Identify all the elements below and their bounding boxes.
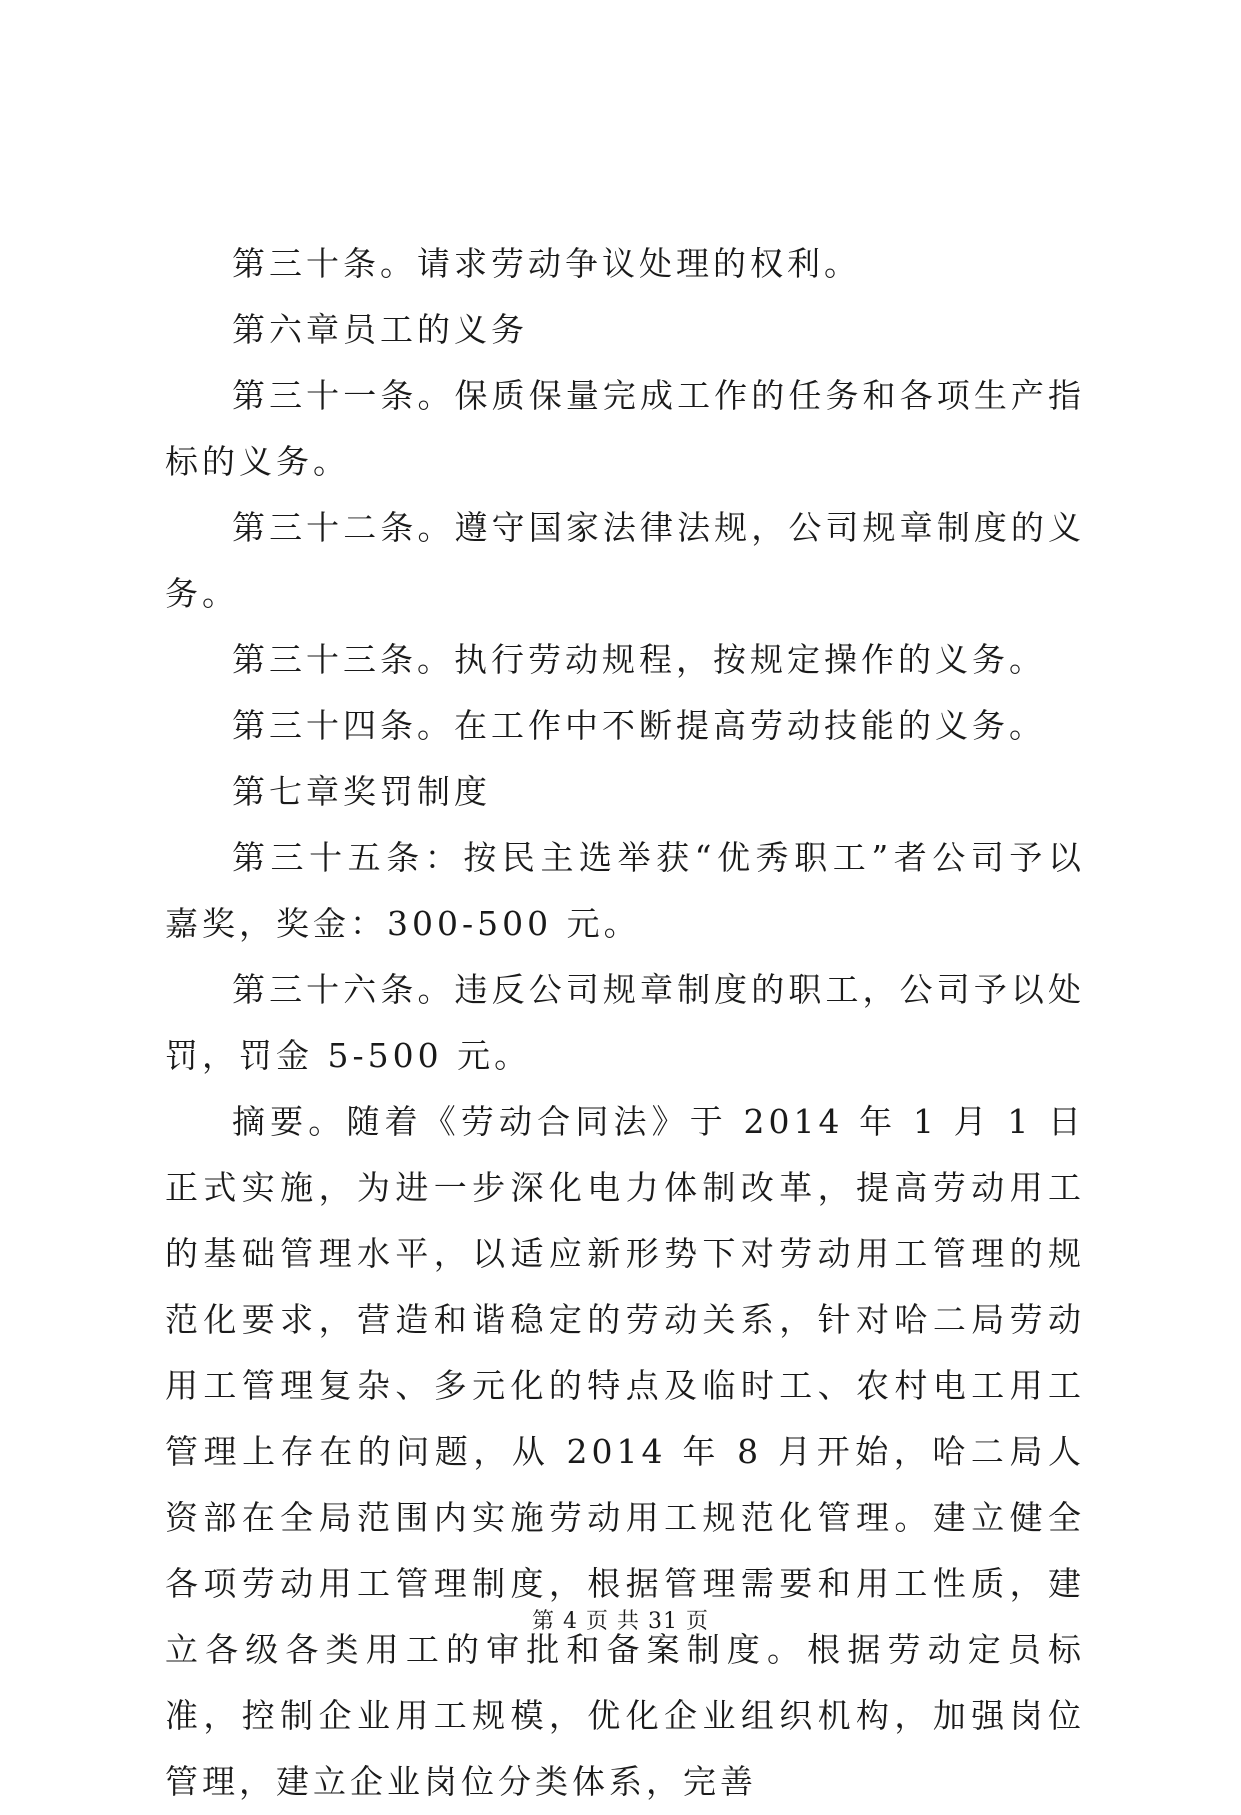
paragraph-article-33: 第三十三条。执行劳动规程，按规定操作的义务。 — [232, 640, 1046, 679]
paragraph-article-35: 第三十五条：按民主选举获“优秀职工”者公司予以嘉奖，奖金：300-500 元。 — [165, 838, 1085, 943]
page-footer — [0, 1607, 1241, 1637]
paragraph-article-34: 第三十四条。在工作中不断提高劳动技能的义务。 — [232, 706, 1046, 745]
chapter-heading-6: 第六章员工的义务 — [232, 310, 528, 349]
paragraph-article-30: 第三十条。请求劳动争议处理的权利。 — [232, 244, 861, 283]
paragraph-abstract: 摘要。随着《劳动合同法》于 2014 年 1 月 1 日正式实施，为进一步深化电力体制改革，提高劳动用工的基础管理水平，以适应新形势下对劳动用工管理的规范化要求，营造和谐稳定的劳动关系，针对哈二局劳动用工管理复杂、多元化的特点及临时工、农村电工用工管理上存在的问题，从 2014 年 8 月开始，哈二局人资部在全局范围内实施劳动用工规范化管理。建立健全各项劳动用工管理制度，根据管理需要和用工性质，建立各级各类用工的审批和备案制度。根据劳动定员标准，控制企业用工规模，优化企业组织机构，加强岗位管理，建立企业岗位分类体系，完善 — [165, 1102, 1085, 1801]
paragraph-article-32: 第三十二条。遵守国家法律法规，公司规章制度的义务。 — [165, 508, 1085, 613]
page-number-indicator: 第 4 页 共 31 页 — [532, 1609, 709, 1634]
paragraph-article-36: 第三十六条。违反公司规章制度的职工，公司予以处罚，罚金 5-500 元。 — [165, 970, 1085, 1075]
chapter-heading-7: 第七章奖罚制度 — [232, 772, 491, 811]
document-body — [165, 231, 1085, 1815]
paragraph-article-31: 第三十一条。保质保量完成工作的任务和各项生产指标的义务。 — [165, 376, 1085, 481]
